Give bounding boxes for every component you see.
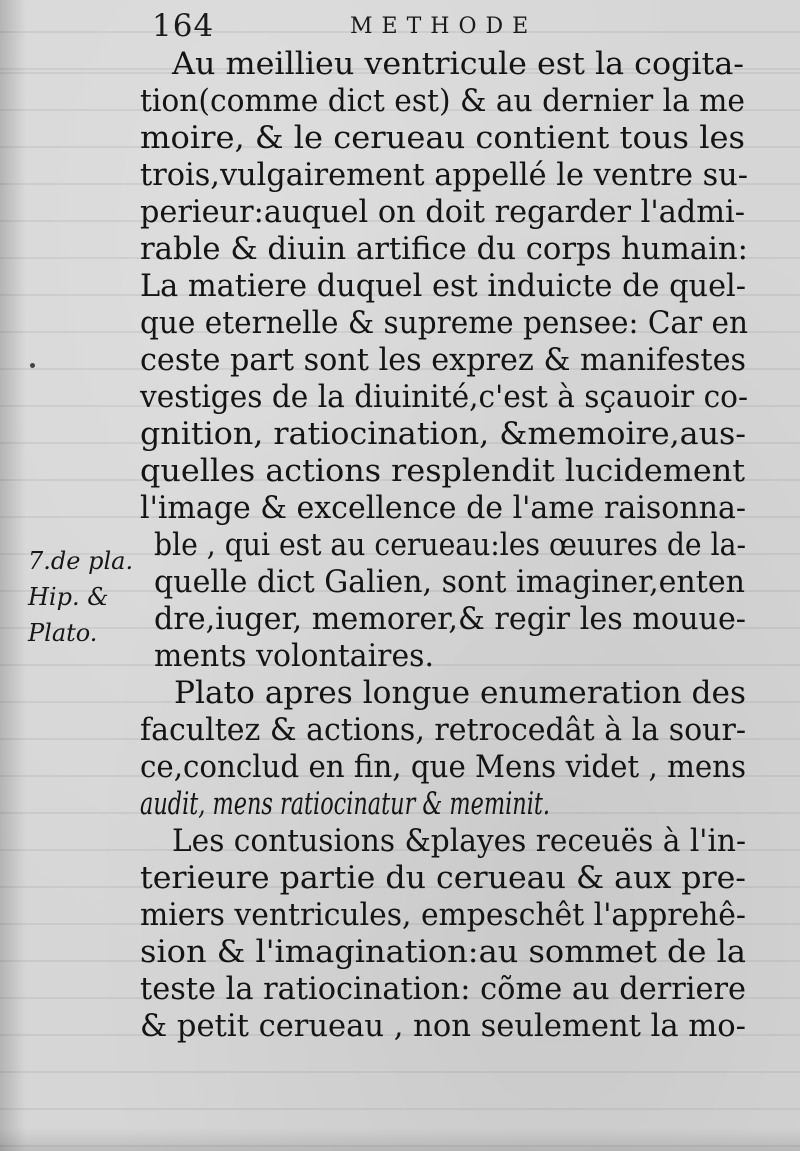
- page-number: 164: [152, 8, 215, 44]
- text-line: trois,vulgairement appellé le ventre su-: [140, 157, 748, 193]
- text-line: ments volontaires.: [154, 638, 434, 674]
- text-line: quelles actions resplendit lucidement: [140, 453, 745, 489]
- margin-note-line: Hip. &: [28, 583, 109, 611]
- text-line: ceste part sont les exprez & manifestes: [140, 342, 746, 378]
- text-line: & petit cerueau , non seulement la mo-: [140, 1008, 746, 1044]
- page-header: [0, 6, 800, 46]
- text-line: facultez & actions, retrocedât à la sour-: [140, 712, 746, 748]
- text-line: Plato apres longue enumeration des: [174, 675, 747, 711]
- text-line: sion & l'imagination:au sommet de la: [140, 934, 746, 970]
- text-line: perieur:auquel on doit regarder l'admi-: [140, 194, 745, 230]
- text-line: gnition, ratiocination, &memoire,aus-: [140, 416, 746, 452]
- body-text: [120, 46, 800, 1045]
- text-line: Les contusions &playes receuës à l'in-: [172, 823, 746, 859]
- text-line: quelle dict Galien, sont imaginer,enten: [154, 564, 745, 600]
- text-line: que eternelle & supreme pensee: Car en: [140, 305, 748, 341]
- page-gutter-shadow: [0, 0, 26, 1151]
- text-line: miers ventricules, empeschêt l'apprehê-: [140, 897, 746, 933]
- text-line: moire, & le cerueau contient tous les: [140, 120, 745, 156]
- text-line: teste la ratiocination: cõme au derriere: [140, 971, 746, 1007]
- text-line: vestiges de la diuinité,c'est à sçauoir co-: [140, 379, 748, 415]
- text-line: terieure partie du cerueau & aux pre-: [140, 860, 746, 896]
- text-line: Au meillieu ventricule est la cogita-: [172, 46, 744, 82]
- page-bottom-edge: [0, 1128, 800, 1151]
- text-line-italic: audit, mens ratiocinatur & meminit.: [140, 786, 550, 822]
- margin-note-line: 7.de pla.: [28, 547, 134, 575]
- text-line: ce,conclud en fin, que Mens videt , mens: [140, 749, 746, 785]
- text-line: rable & diuin artifice du corps humain:: [140, 231, 748, 267]
- text-line: ble , qui est au cerueau:les œuures de la-: [154, 527, 746, 563]
- margin-note-line: Plato.: [28, 619, 98, 647]
- text-line: dre,iuger, memorer,& regir les mouue-: [154, 601, 746, 637]
- running-head: METHODE: [350, 14, 538, 39]
- text-line: La matiere duquel est induicte de quel-: [140, 268, 746, 304]
- text-line: tion(comme dict est) & au dernier la me: [140, 83, 745, 119]
- text-line: l'image & excellence de l'ame raisonna-: [140, 490, 746, 526]
- margin-dot-mark: [30, 363, 35, 368]
